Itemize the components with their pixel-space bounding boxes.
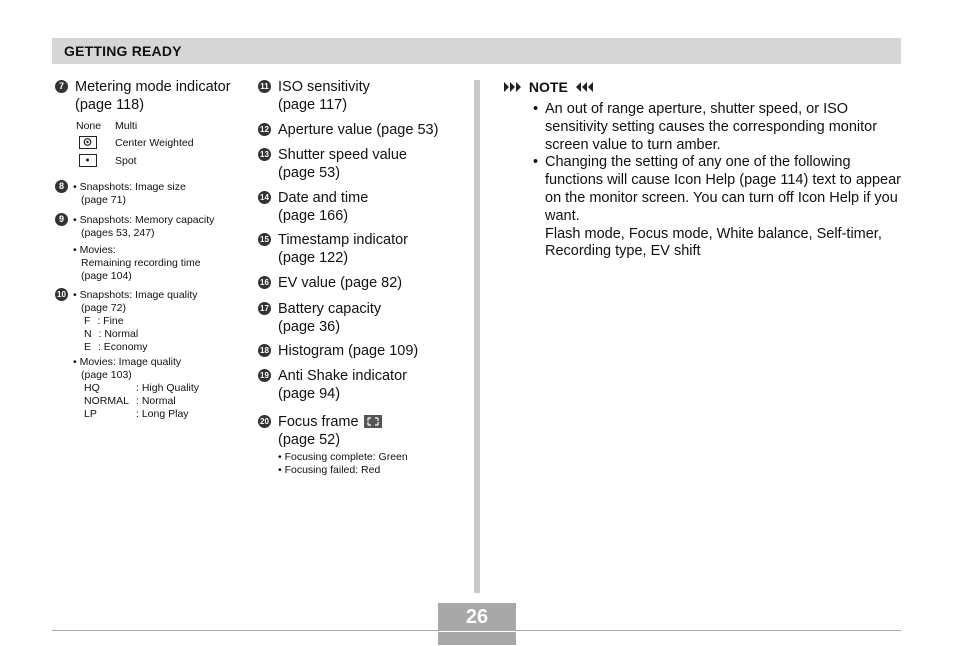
item-number: 15	[258, 233, 271, 246]
note-arrows-right-icon	[572, 81, 594, 93]
item-line: (pages 53, 247)	[81, 227, 155, 239]
quality-row	[84, 328, 138, 341]
quality-code: NORMAL	[84, 395, 129, 407]
quality-row	[84, 315, 124, 328]
item-19	[258, 368, 407, 402]
item-page: (page 122)	[278, 249, 349, 266]
quality-code: E	[84, 341, 92, 353]
spot-icon	[79, 154, 97, 167]
focus-note: • Focusing complete: Green	[278, 451, 408, 463]
quality-row	[84, 395, 176, 408]
item-label: Metering mode indicator	[75, 79, 231, 95]
quality-desc: : Normal	[98, 328, 139, 340]
section-title: GETTING READY	[64, 43, 182, 59]
quality-code: HQ	[84, 382, 100, 394]
quality-code: F	[84, 315, 91, 327]
item-16	[258, 275, 403, 293]
item-page: (page 36)	[278, 318, 341, 335]
item-line: Remaining recording time	[81, 257, 201, 269]
item-10	[55, 287, 198, 314]
item-20	[258, 414, 359, 448]
item-number: 18	[258, 344, 271, 357]
metering-right-label: Center Weighted	[115, 137, 194, 149]
quality-row	[84, 408, 189, 421]
metering-row-none	[76, 120, 138, 132]
item-page: (page 118)	[75, 96, 145, 113]
note-bullet-extra: Flash mode, Focus mode, White balance, Self-timer, Recording type, EV shift	[545, 225, 882, 260]
note-bullet: • An out of range aperture, shutter speed, or ISO sensitivity setting causes the corresponding monitor screen value to turn amber.	[533, 101, 903, 154]
quality-desc: : Fine	[97, 315, 124, 327]
note-heading	[503, 79, 594, 95]
item-number: 13	[258, 148, 271, 161]
item-number: 12	[258, 123, 271, 136]
item-number: 20	[258, 415, 271, 428]
item-9	[55, 212, 215, 282]
item-page: (page 53)	[278, 164, 341, 181]
note-bullet: • Changing the setting of any one of the following functions will cause Icon Help (page 114) text to appear on the monitor screen. You can turn off Icon Help if you want.	[533, 154, 903, 225]
page-number: 26	[438, 603, 516, 630]
item-number: 11	[258, 80, 271, 93]
item-label: Focus frame	[278, 414, 359, 430]
quality-code: LP	[84, 408, 97, 420]
item-line: • Movies: Image quality	[73, 356, 182, 368]
item-label: Shutter speed value	[278, 147, 407, 163]
quality-desc: : Long Play	[136, 408, 189, 420]
item-page: (page 117)	[278, 96, 348, 113]
item-number: 16	[258, 276, 271, 289]
item-12	[258, 122, 439, 140]
item-line: • Movies:	[73, 244, 116, 256]
item-number: 7	[55, 80, 68, 93]
metering-left-label: None	[76, 120, 102, 132]
item-label: Histogram (page 109)	[278, 343, 419, 359]
item-line: • Snapshots: Memory capacity	[73, 214, 215, 226]
item-number: 19	[258, 369, 271, 382]
item-label: EV value (page 82)	[278, 275, 403, 291]
item-label: Timestamp indicator	[278, 232, 409, 248]
section-header	[52, 38, 901, 64]
item-line: (page 103)	[81, 369, 132, 381]
item-number: 14	[258, 191, 271, 204]
quality-desc: : Normal	[136, 395, 176, 407]
metering-right-label: Spot	[115, 155, 137, 167]
item-label: Date and time	[278, 190, 369, 206]
item-line: • Snapshots: Image quality	[73, 289, 198, 301]
item-number: 9	[55, 213, 68, 226]
center-weighted-icon	[79, 136, 97, 149]
item-17	[258, 301, 382, 335]
item-line: (page 71)	[81, 194, 126, 206]
column-divider	[474, 80, 480, 593]
note-title: NOTE	[528, 79, 568, 95]
note-arrows-left-icon	[503, 81, 525, 93]
item-number: 17	[258, 302, 271, 315]
quality-desc: : Economy	[97, 341, 148, 353]
item-line: • Snapshots: Image size	[73, 181, 186, 193]
note-body	[533, 101, 903, 261]
item-number: 10	[55, 288, 68, 301]
page-number-box	[438, 603, 516, 645]
page-number-tab	[438, 632, 516, 645]
item-label: ISO sensitivity	[278, 79, 370, 95]
quality-desc: : High Quality	[136, 382, 200, 394]
item-14	[258, 190, 369, 224]
item-11	[258, 79, 370, 113]
item-line: (page 72)	[81, 302, 126, 314]
item-page: (page 166)	[278, 207, 349, 224]
quality-row	[84, 341, 148, 354]
movie-quality	[73, 356, 181, 382]
quality-code: N	[84, 328, 92, 340]
item-label: Battery capacity	[278, 301, 382, 317]
item-18	[258, 343, 419, 361]
quality-row	[84, 382, 200, 395]
focus-note: • Focusing failed: Red	[278, 464, 381, 476]
item-line: (page 104)	[81, 270, 132, 282]
item-number: 8	[55, 180, 68, 193]
item-page: (page 94)	[278, 385, 341, 402]
metering-right-label: Multi	[115, 120, 138, 132]
item-8	[55, 179, 186, 206]
item-label: Anti Shake indicator	[278, 368, 407, 384]
focus-frame-icon	[364, 415, 382, 428]
item-page: (page 52)	[278, 431, 341, 448]
item-label: Aperture value (page 53)	[278, 122, 439, 138]
item-15	[258, 232, 409, 266]
item-13	[258, 147, 407, 181]
item-7	[55, 79, 231, 113]
